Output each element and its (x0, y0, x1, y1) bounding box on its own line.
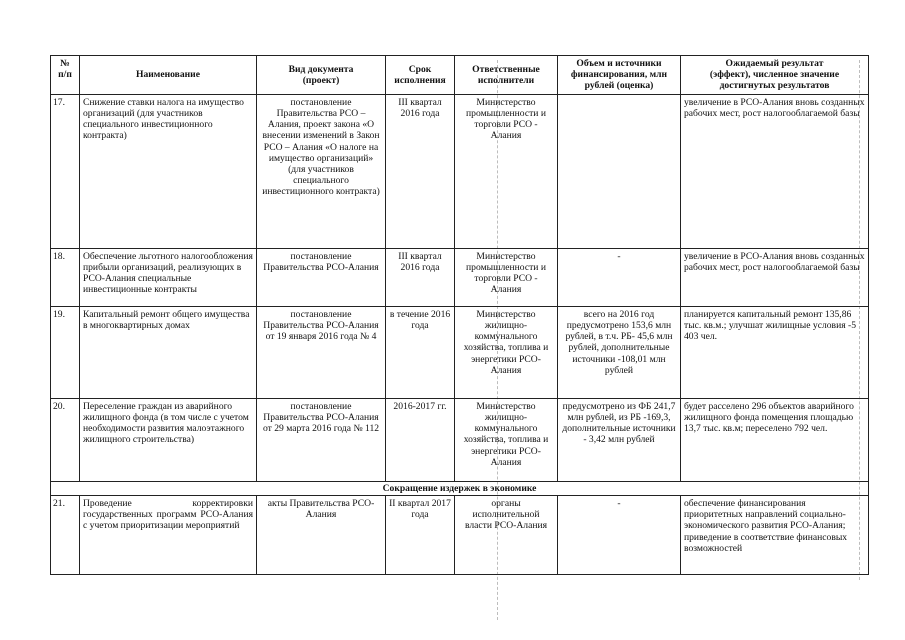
row-result: планируется капитальный ремонт 135,86 тыс. кв.м.; улучшат жилищные условия -5 403 чел. (681, 306, 869, 398)
table-row (51, 94, 869, 248)
table-row (51, 495, 869, 574)
row-result: увеличение в РСО-Алания вновь созданных рабочих мест, рост налогооблагаемой базы (681, 94, 869, 248)
table-row (51, 248, 869, 306)
row-document: постановление Правительства РСО – Алания, проект закона «О внесении изменений в Закон РСО – Алания «О налоге на имущество организаций» (для участников специального инвестиционного контракта) (257, 94, 386, 248)
row-financing: всего на 2016 год предусмотрено 153,6 млн рублей, в т.ч. РБ- 45,6 млн рублей, дополнительные источники -108,01 млн рублей (558, 306, 681, 398)
row-name: Капитальный ремонт общего имущества в многоквартирных домах (80, 306, 257, 398)
header-term: Срок исполнения (386, 56, 455, 95)
row-term: III квартал 2016 года (386, 94, 455, 248)
header-responsible: Ответственные исполнители (455, 56, 558, 95)
row-responsible: органы исполнительной власти РСО-Алания (455, 495, 558, 574)
header-expected-result: Ожидаемый результат (эффект), численное значение достигнутых результатов (681, 56, 869, 95)
row-result: будет расселено 296 объектов аварийного жилищного фонда помещения площадью 13,7 тыс. кв.м; переселено 792 чел. (681, 398, 869, 481)
header-name: Наименование (80, 56, 257, 95)
table-row (51, 398, 869, 481)
row-number: 20. (51, 398, 80, 481)
row-responsible: Министерство промышленности и торговли РСО - Алания (455, 248, 558, 306)
row-name: Обеспечение льготного налогообложения прибыли организаций, реализующих в РСО-Алания специальные инвестиционные контракты (80, 248, 257, 306)
row-number: 18. (51, 248, 80, 306)
header-document-type: Вид документа (проект) (257, 56, 386, 95)
row-document: постановление Правительства РСО-Алания (257, 248, 386, 306)
row-responsible: Министерство жилищно-коммунального хозяйства, топлива и энергетики РСО-Алания (455, 398, 558, 481)
row-term: в течение 2016 года (386, 306, 455, 398)
row-financing: - (558, 495, 681, 574)
row-financing: - (558, 248, 681, 306)
row-document: постановление Правительства РСО-Алания от 19 января 2016 года № 4 (257, 306, 386, 398)
row-result: увеличение в РСО-Алания вновь созданных рабочих мест, рост налогооблагаемой базы (681, 248, 869, 306)
row-term: II квартал 2017 года (386, 495, 455, 574)
section-row (51, 481, 869, 495)
table-header-row (51, 56, 869, 95)
row-term: III квартал 2016 года (386, 248, 455, 306)
header-financing: Объем и источники финансирования, млн рублей (оценка) (558, 56, 681, 95)
row-name: Снижение ставки налога на имущество организаций (для участников специального инвестиционного контракта) (80, 94, 257, 248)
row-result: обеспечение финансирования приоритетных направлений социально-экономического развития РСО-Алания; приведение в соответствие финансовых возможностей (681, 495, 869, 574)
row-financing (558, 94, 681, 248)
row-document: постановление Правительства РСО-Алания от 29 марта 2016 года № 112 (257, 398, 386, 481)
row-document: акты Правительства РСО-Алания (257, 495, 386, 574)
row-name: Проведение корректировки государственных программ РСО-Алания с учетом приоритизации мероприятий (80, 495, 257, 574)
row-financing: предусмотрено из ФБ 241,7 млн рублей, из РБ -169,3, дополнительные источники - 3,42 млн рублей (558, 398, 681, 481)
row-number: 21. (51, 495, 80, 574)
header-number: № п/п (51, 56, 80, 95)
row-number: 17. (51, 94, 80, 248)
row-responsible: Министерство промышленности и торговли РСО - Алания (455, 94, 558, 248)
row-number: 19. (51, 306, 80, 398)
row-name: Переселение граждан из аварийного жилищного фонда (в том числе с учетом необходимости развития малоэтажного жилищного строительства) (80, 398, 257, 481)
row-term: 2016-2017 гг. (386, 398, 455, 481)
action-plan-table (50, 55, 869, 575)
table-row (51, 306, 869, 398)
section-title: Сокращение издержек в экономике (51, 481, 869, 495)
row-responsible: Министерство жилищно-коммунального хозяйства, топлива и энергетики РСО-Алания (455, 306, 558, 398)
